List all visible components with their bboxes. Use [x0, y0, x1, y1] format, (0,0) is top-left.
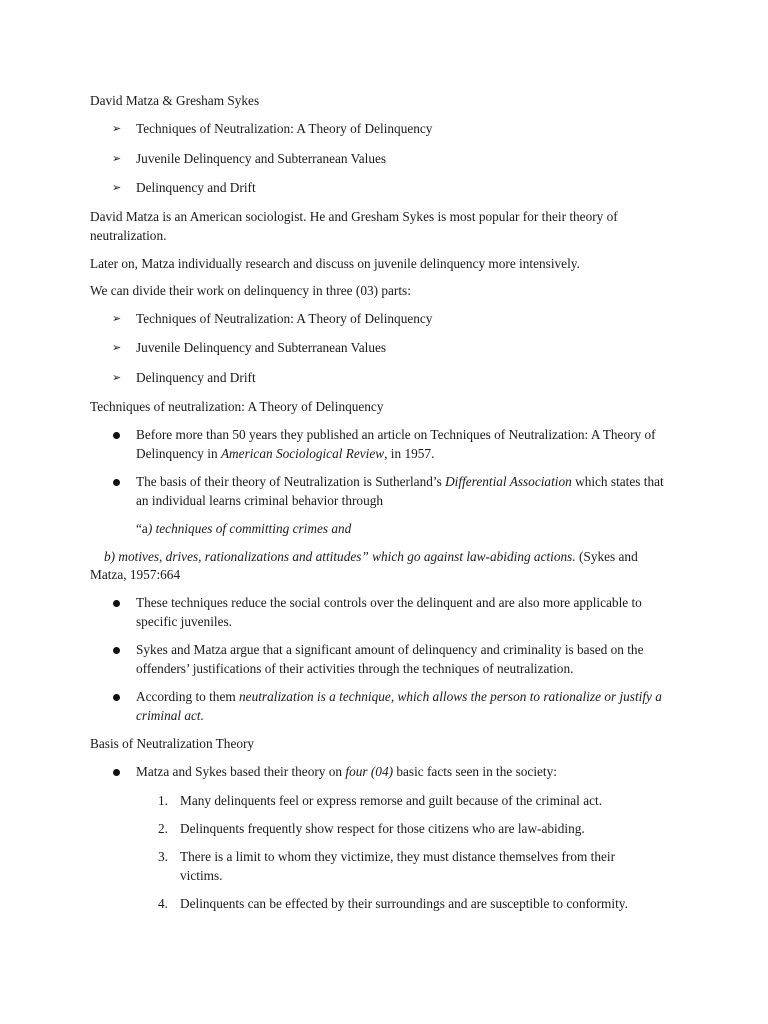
section-title: Basis of Neutralization Theory	[90, 736, 255, 751]
count-italic: four (04)	[345, 764, 394, 779]
arrow-bullet-icon: ➢	[112, 122, 122, 135]
arrow-bullet-icon: ➢	[112, 341, 122, 354]
bullet-text	[136, 688, 676, 725]
dot-bullet-icon	[113, 647, 120, 654]
fact-item: Many delinquents feel or express remorse and guilt because of the criminal act.	[180, 793, 603, 808]
dot-bullet-icon	[113, 769, 120, 776]
intro-paragraph: We can divide their work on delinquency in three (03) parts:	[90, 283, 411, 298]
dot-bullet-icon	[113, 600, 120, 607]
fact-item: There is a limit to whom they victimize, they must distance themselves from their victims.	[180, 849, 615, 883]
intro-paragraph: David Matza is an American sociologist. He and Gresham Sykes is most popular for their theory of neutralization.	[90, 209, 618, 243]
work-item: Juvenile Delinquency and Subterranean Values	[136, 151, 387, 166]
list-number: 3.	[158, 849, 168, 864]
quote-line-b	[104, 548, 638, 567]
work-item: Juvenile Delinquency and Subterranean Values	[136, 340, 387, 355]
quote-italic: b) motives, drives, rationalizations and attitudes” which go against law-abiding actions.	[104, 549, 576, 564]
list-number: 4.	[158, 896, 168, 911]
text-span: The basis of their theory of Neutralization is Sutherland’s	[136, 474, 446, 489]
arrow-bullet-icon: ➢	[112, 152, 122, 165]
definition-italic: neutralization is a technique, which allows the person to rationalize or justify a criminal act.	[136, 689, 662, 723]
fact-item: Delinquents can be effected by their surroundings and are susceptible to conformity.	[180, 896, 628, 911]
bullet-text: These techniques reduce the social controls over the delinquent and are also more applicable to specific juveniles.	[136, 595, 642, 629]
quote-line-a	[136, 520, 351, 539]
text-span: Before more than 50 years they published an article on Techniques of Neutralization: A Theory of Delinquency in	[136, 427, 656, 461]
bullet-text: Sykes and Matza argue that a significant amount of delinquency and criminality is based on the offenders’ justifications of their activities through the techniques of neutralization.	[136, 642, 644, 676]
fact-item: Delinquents frequently show respect for those citizens who are law-abiding.	[180, 821, 585, 836]
text-span: “a	[136, 521, 148, 536]
arrow-bullet-icon: ➢	[112, 371, 122, 384]
work-item: Techniques of Neutralization: A Theory of Delinquency	[136, 311, 433, 326]
journal-title: American Sociological Review	[220, 445, 385, 461]
term-italic: Differential Association	[445, 474, 572, 489]
citation: (Sykes and	[575, 549, 638, 564]
arrow-bullet-icon: ➢	[112, 181, 122, 194]
list-number: 2.	[158, 821, 168, 836]
bullet-text	[136, 763, 557, 782]
text-span: basic facts seen in the society:	[393, 764, 557, 779]
text-span: Matza and Sykes based their theory on	[136, 764, 346, 779]
bullet-text	[136, 426, 676, 463]
work-item: Techniques of Neutralization: A Theory of Delinquency	[136, 121, 433, 136]
list-number: 1.	[158, 793, 168, 808]
section-title: Techniques of neutralization: A Theory of Delinquency	[90, 399, 384, 414]
dot-bullet-icon	[113, 479, 120, 486]
dot-bullet-icon	[113, 432, 120, 439]
work-item: Delinquency and Drift	[136, 180, 256, 195]
bullet-text	[136, 473, 676, 510]
work-item: Delinquency and Drift	[136, 370, 256, 385]
quote-italic: ) techniques of committing crimes and	[147, 521, 352, 536]
text-span: which states that an individual learns criminal behavior through	[136, 474, 664, 508]
citation: Matza, 1957:664	[90, 567, 181, 582]
authors-heading: David Matza & Gresham Sykes	[90, 93, 260, 108]
text-span: According to them	[136, 689, 240, 704]
intro-paragraph: Later on, Matza individually research and discuss on juvenile delinquency more intensively.	[90, 256, 580, 271]
dot-bullet-icon	[113, 694, 120, 701]
text-span: , in 1957.	[384, 445, 435, 461]
arrow-bullet-icon: ➢	[112, 312, 122, 325]
